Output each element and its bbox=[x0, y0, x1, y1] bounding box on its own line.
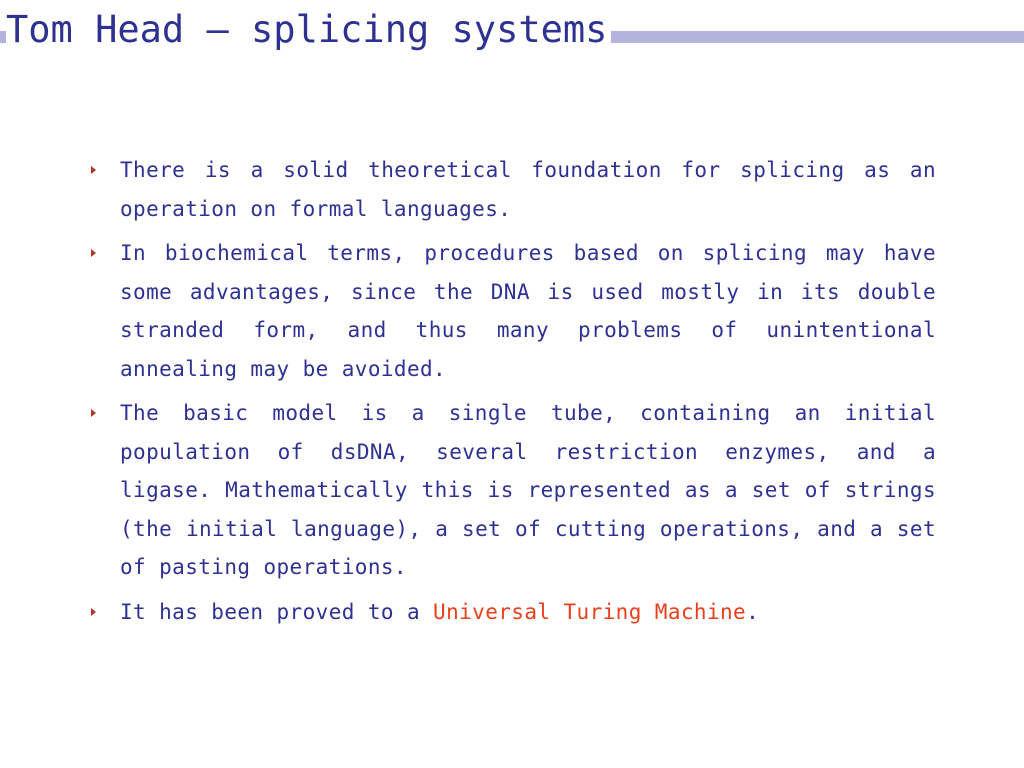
bullet-text: In biochemical terms, procedures based on splicing may have some advantages, since the DNA is used mostly in its double stranded form, and thus many problems of unintentional annealing may be avoided. bbox=[120, 241, 936, 381]
bullet-item-basic-model bbox=[120, 394, 936, 587]
bullet-text: The basic model is a single tube, containing an initial population of dsDNA, several restriction enzymes, and a ligase. Mathematically this is represented as a set of strings (the initial language), a set of cutting operations, and a set of pasting operations. bbox=[120, 401, 936, 579]
slide-title: Tom Head – splicing systems bbox=[6, 6, 611, 54]
triangle-bullet-icon bbox=[91, 249, 96, 257]
bullet-item-biochemical-terms bbox=[120, 234, 936, 388]
bullet-item-splicing-foundation bbox=[120, 151, 936, 228]
bullet-text: There is a solid theoretical foundation for splicing as an operation on formal languages. bbox=[120, 158, 936, 221]
triangle-bullet-icon bbox=[91, 409, 96, 417]
bullet-list bbox=[120, 151, 936, 637]
universal-turing-machine-highlight: Universal Turing Machine bbox=[433, 599, 747, 624]
triangle-bullet-icon bbox=[91, 166, 96, 174]
bullet-item-turing-machine bbox=[120, 593, 936, 632]
triangle-bullet-icon bbox=[91, 608, 96, 616]
bullet-text-after: . bbox=[746, 599, 760, 624]
bullet-text-before: It has been proved to a bbox=[120, 599, 434, 624]
